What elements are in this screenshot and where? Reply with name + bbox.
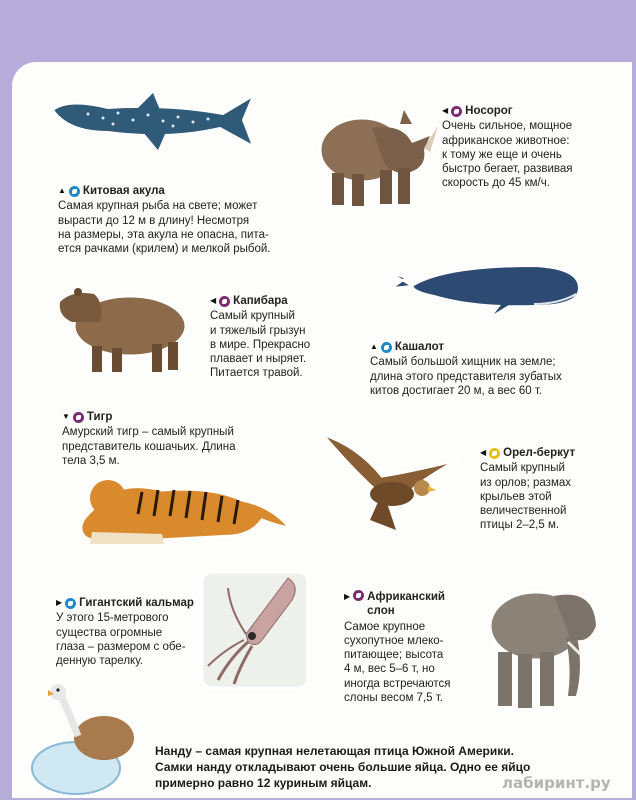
- giant-squid-image: [200, 570, 310, 690]
- pointer-arrow-icon: ◀: [480, 448, 487, 457]
- capybara-image: [52, 282, 192, 377]
- pointer-arrow-icon: ▶: [344, 592, 351, 601]
- animal-name: Кашалот: [394, 341, 444, 353]
- animal-description: Самая крупная рыба на свете; может вырасти до 12 м в длину! Несмотря на размеры, эта акула не опасна, пита- ется рачками (крилем) и мелкой рыбой.: [58, 200, 271, 256]
- animal-name: Тигр: [86, 411, 113, 423]
- elephant-icon: [219, 296, 230, 307]
- rhea-mascot-image: [28, 680, 148, 798]
- entry-title: [480, 446, 620, 460]
- entry-title: [210, 294, 330, 308]
- golden-eagle-image: [318, 426, 460, 532]
- pointer-arrow-icon: ▼: [62, 412, 70, 421]
- entry-african-elephant: [344, 590, 484, 705]
- entry-tiger: [62, 410, 262, 468]
- animal-description: Самый большой хищник на земле; длина этого представителя зубатых китов достигает 20 м, а вес 60 т.: [370, 356, 562, 397]
- animal-name: Носорог: [465, 105, 513, 117]
- elephant-icon: [451, 106, 462, 117]
- whale-shark-image: [48, 88, 258, 158]
- tiger-image: [72, 470, 294, 552]
- animal-description: Самый крупный из орлов; размах крыльев этой величественной птицы 2–2,5 м.: [480, 462, 572, 532]
- pointer-arrow-icon: ◀: [442, 106, 449, 115]
- fish-icon: [381, 342, 392, 353]
- entry-sperm-whale: [370, 340, 590, 398]
- animal-name: Китовая акула: [82, 185, 165, 197]
- animal-description: Амурский тигр – самый крупный представитель кошачьих. Длина тела 3,5 м.: [62, 426, 236, 467]
- animal-description: Самый крупный и тяжелый грызун в мире. Прекрасно плавает и ныряет. Питается травой.: [210, 310, 311, 380]
- animal-name: Орел-беркут: [503, 447, 576, 459]
- animal-description: Очень сильное, мощное африканское животное: к тому же еще и очень быстро бегает, развивая скорость до 45 км/ч.: [442, 120, 573, 190]
- sperm-whale-image: [384, 256, 584, 316]
- footer-fact: Нанду – самая крупная нелетающая птица Южной Америки. Самки нанду откладывают очень большие яйца. Одно ее яйцо примерно равно 12 куриным яйцам.: [155, 744, 531, 790]
- entry-title: [344, 590, 484, 619]
- watermark: лабиринт.ру: [502, 774, 611, 792]
- animal-name: Гигантский кальмар: [79, 597, 194, 609]
- elephant-icon: [353, 590, 364, 601]
- animal-description: Самое крупное сухопутное млеко- питающее; высота 4 м, вес 5–6 т, но иногда встречаются слоны весом 7,5 т.: [344, 620, 451, 705]
- entry-title: [442, 104, 627, 118]
- animal-name: Капибара: [233, 295, 288, 307]
- pointer-arrow-icon: ▲: [370, 342, 378, 351]
- entry-title: [370, 340, 590, 354]
- elephant-icon: [73, 412, 84, 423]
- animal-description: У этого 15-метрового существа огромные глаза – размером с обе- денную тарелку.: [56, 612, 186, 668]
- rhino-image: [312, 88, 442, 213]
- african-elephant-image: [484, 576, 604, 716]
- pointer-arrow-icon: ▶: [56, 598, 63, 607]
- entry-whale-shark: [58, 184, 298, 256]
- pointer-arrow-icon: ▲: [58, 186, 66, 195]
- fish-icon: [65, 598, 76, 609]
- pointer-arrow-icon: ◀: [210, 296, 217, 305]
- bird-icon: [489, 448, 500, 459]
- animal-name: Африканский слон: [367, 591, 446, 618]
- entry-rhino: [442, 104, 627, 191]
- entry-golden-eagle: [480, 446, 620, 533]
- fish-icon: [69, 186, 80, 197]
- entry-title: [58, 184, 298, 198]
- entry-capybara: [210, 294, 330, 381]
- entry-title: [62, 410, 262, 424]
